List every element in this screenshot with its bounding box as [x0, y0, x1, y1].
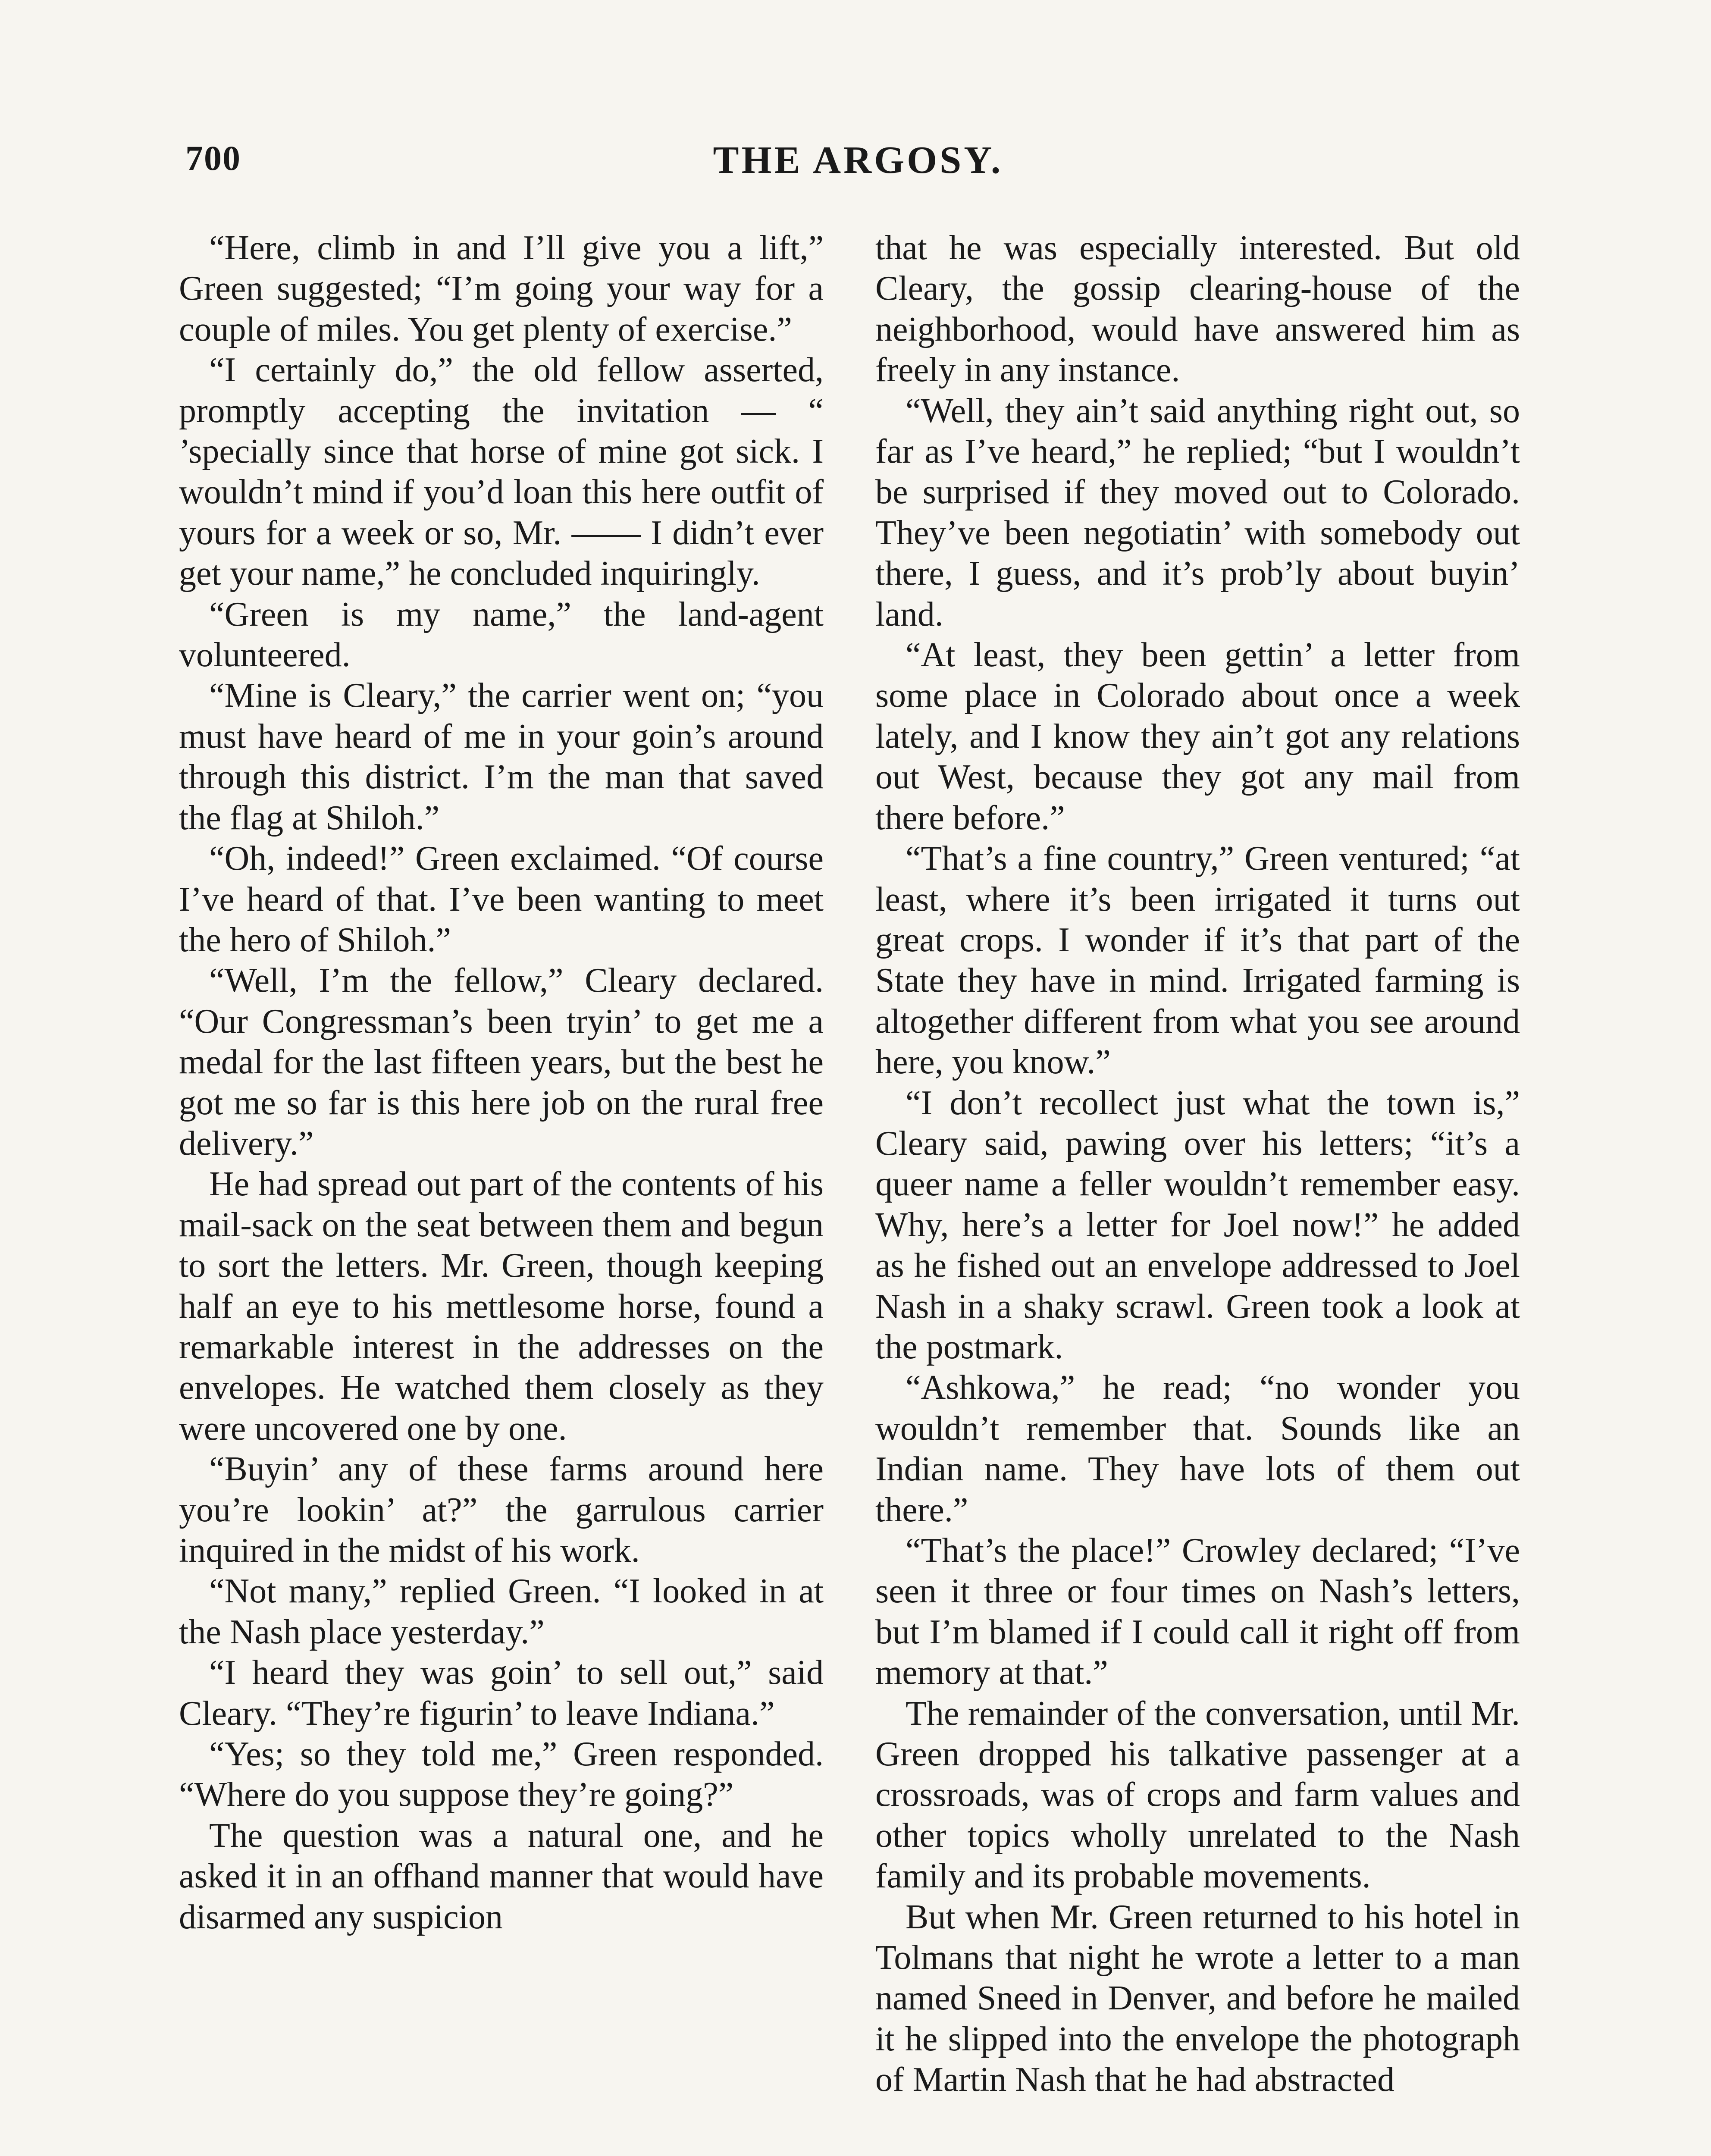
- page-number: 700: [185, 138, 241, 178]
- paragraph: “Ashkowa,” he read; “no wonder you wouldn’t remember that. Sounds like an Indian name. They have lots of them out there.”: [875, 1369, 1520, 1529]
- paragraph: “Not many,” replied Green. “I looked in at the Nash place yesterday.”: [179, 1572, 824, 1651]
- paragraph: “Here, climb in and I’ll give you a lift,” Green suggested; “I’m going your way for a couple of miles. You get plenty of exercise.”: [179, 229, 824, 348]
- paragraph: “That’s the place!” Crowley declared; “I’ve seen it three or four times on Nash’s letters, but I’m blamed if I could call it right off from memory at that.”: [875, 1532, 1520, 1692]
- left-column: [179, 228, 824, 2156]
- paragraph: “Yes; so they told me,” Green responded. “Where do you suppose they’re going?”: [179, 1735, 824, 1814]
- paragraph: He had spread out part of the contents of his mail-sack on the seat between them and begun to sort the letters. Mr. Green, though keeping half an eye to his mettlesome horse, found a remarkable interest in the addresses on the envelopes. He watched them closely as they were uncovered one by one.: [179, 1165, 824, 1448]
- page-header: [185, 138, 1531, 185]
- paragraph: “Mine is Cleary,” the carrier went on; “you must have heard of me in your goin’s around through this district. I’m the man that saved the flag at Shiloh.”: [179, 677, 824, 837]
- paragraph: The remainder of the conversation, until Mr. Green dropped his talkative passenger at a crossroads, was of crops and farm values and other topics wholly unrelated to the Nash family and its probable movements.: [875, 1694, 1520, 1896]
- paragraph: But when Mr. Green returned to his hotel in Tolmans that night he wrote a letter to a man named Sneed in Denver, and before he mailed it he slipped into the envelope the photograph of Martin Nash that he had abstracted: [875, 1898, 1520, 2099]
- paragraph: “Well, they ain’t said anything right out, so far as I’ve heard,” he replied; “but I wouldn’t be surprised if they moved out to Colorado. They’ve been negotiatin’ with somebody out there, I guess, and it’s prob’ly about buyin’ land.: [875, 392, 1520, 633]
- paragraph: “Well, I’m the fellow,” Cleary declared. “Our Congressman’s been tryin’ to get me a medal for the last fifteen years, but the best he got me so far is this here job on the rural free delivery.”: [179, 962, 824, 1163]
- paragraph: “Buyin’ any of these farms around here you’re lookin’ at?” the garrulous carrier inquired in the midst of his work.: [179, 1450, 824, 1570]
- paragraph: “Oh, indeed!” Green exclaimed. “Of course I’ve heard of that. I’ve been wanting to meet the hero of Shiloh.”: [179, 840, 824, 959]
- right-column: [875, 228, 1520, 2156]
- paragraph: that he was especially interested. But old Cleary, the gossip clearing-house of the neighborhood, would have answered him as freely in any instance.: [875, 229, 1520, 389]
- paragraph: “At least, they been gettin’ a letter from some place in Colorado about once a week lately, and I know they ain’t got any relations out West, because they got any mail from there before.”: [875, 636, 1520, 837]
- paragraph: The question was a natural one, and he asked it in an offhand manner that would have disarmed any suspicion: [179, 1816, 824, 1936]
- paragraph: “I don’t recollect just what the town is,” Cleary said, pawing over his letters; “it’s a queer name a feller wouldn’t remember easy. Why, here’s a letter for Joel now!” he added as he fished out an envelope addressed to Joel Nash in a shaky scrawl. Green took a look at the postmark.: [875, 1084, 1520, 1366]
- running-head: THE ARGOSY.: [713, 139, 1003, 182]
- paragraph: “I certainly do,” the old fellow asserted, promptly accepting the invitation — “ ’specially since that horse of mine got sick. I wouldn’t mind if you’d loan this here outfit of yours for a week or so, Mr. —— I didn’t ever get your name,” he concluded inquiringly.: [179, 351, 824, 593]
- paragraph: “Green is my name,” the land-agent volunteered.: [179, 595, 824, 674]
- paragraph: “I heard they was goin’ to sell out,” said Cleary. “They’re figurin’ to leave Indiana.”: [179, 1654, 824, 1733]
- paragraph: “That’s a fine country,” Green ventured; “at least, where it’s been irrigated it turns out great crops. I wonder if it’s that part of the State they have in mind. Irrigated farming is altogether different from what you see around here, you know.”: [875, 840, 1520, 1081]
